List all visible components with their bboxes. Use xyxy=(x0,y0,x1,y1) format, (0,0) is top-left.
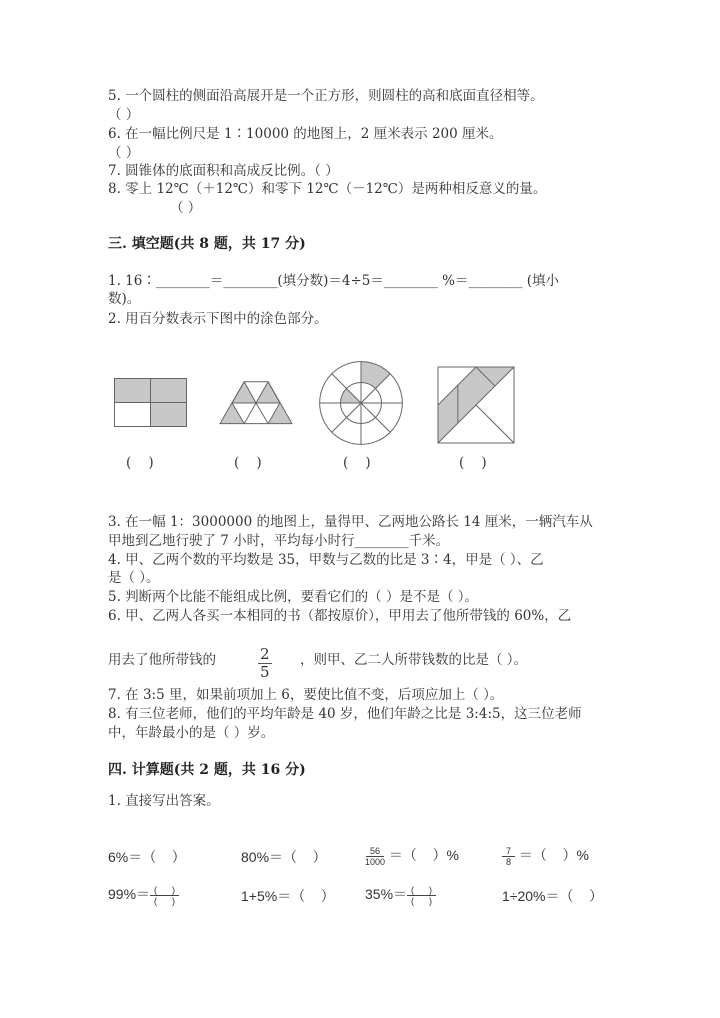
calc-item: 6%＝（ ） xyxy=(108,849,186,865)
circle-sectors-figure xyxy=(319,361,403,445)
fraction-numerator: 2 xyxy=(260,645,270,663)
fraction-denominator: 8 xyxy=(506,857,512,867)
calc-q1: 1. 直接写出答案。 xyxy=(108,793,220,809)
figure2-answer-blank: ( ) xyxy=(234,455,262,471)
fraction-numerator: ( ) xyxy=(150,885,179,896)
fraction-denominator: 5 xyxy=(260,663,270,681)
fill-q8-line2: 中，年龄最小的是（ ）岁。 xyxy=(108,725,275,741)
judgement-q5-blank: （ ） xyxy=(108,107,140,123)
fill-q3-line1: 3. 在一幅 1：3000000 的地图上，量得甲、乙两地公路长 14 厘米，一辆汽车从 xyxy=(108,514,593,530)
fraction xyxy=(365,846,385,867)
section4-heading: 四. 计算题(共 2 题，共 16 分) xyxy=(108,762,306,778)
fill-q1-line2: 数)。 xyxy=(108,291,141,307)
fraction-blank xyxy=(407,885,436,906)
fraction xyxy=(502,846,515,867)
calc-item xyxy=(365,885,436,906)
calc-item xyxy=(502,846,589,867)
fraction-numerator: ( ) xyxy=(407,885,436,896)
calc-item xyxy=(108,885,179,906)
figure3-answer-blank: ( ) xyxy=(343,455,371,471)
fill-q6-line2b: ，则甲、乙二人所带钱数的比是（ ）。 xyxy=(300,652,528,668)
calc-item: 1÷20%＝（ ） xyxy=(502,888,604,904)
judgement-q6: 6. 在一幅比例尺是 1∶10000 的地图上，2 厘米表示 200 厘米。 xyxy=(108,126,503,142)
calc-item xyxy=(365,846,459,867)
fill-q5: 5. 判断两个比能不能组成比例，要看它们的（ ）是不是（ ）。 xyxy=(108,589,479,605)
fraction-numerator: 7 xyxy=(502,846,515,857)
fill-q2: 2. 用百分数表示下图中的涂色部分。 xyxy=(108,311,328,327)
calc-rest: ＝（ ）% xyxy=(515,847,589,864)
fill-q3-line2: 甲地到乙地行驶了 7 小时，平均每小时行________千米。 xyxy=(108,533,450,549)
calc-item: 1+5%＝（ ） xyxy=(241,888,335,904)
calc-rest: ＝（ ）% xyxy=(385,847,459,864)
judgement-q5: 5. 一个圆柱的侧面沿高展开是一个正方形，则圆柱的高和底面直径相等。 xyxy=(108,88,544,104)
trapezoid-triangles-figure xyxy=(219,381,293,425)
fraction-denominator: ( ) xyxy=(411,896,433,906)
fill-q6-line1: 6. 甲、乙两人各买一本相同的书（都按原价），甲用去了他所带钱的 60%，乙 xyxy=(108,608,572,624)
fill-q6-line2a: 用去了他所带钱的 xyxy=(108,652,216,668)
figure1-answer-blank: ( ) xyxy=(126,455,154,471)
judgement-q7: 7. 圆锥体的底面积和高成反比例。（ ） xyxy=(108,163,339,179)
fill-q8-line1: 8. 有三位老师，他们的平均年龄是 40 岁，他们年龄之比是 3:4:5，这三位老师 xyxy=(108,706,582,722)
fraction-denominator: ( ) xyxy=(154,896,176,906)
calc-lhs: 99%＝ xyxy=(108,886,151,903)
judgement-q8: 8. 零上 12℃（＋12℃）和零下 12℃（－12℃）是两种相反意义的量。 xyxy=(108,181,547,197)
fraction-blank xyxy=(150,885,179,906)
judgement-q8-blank: （ ） xyxy=(170,200,202,216)
fill-q4-line2: 是（ ）。 xyxy=(108,570,160,586)
tangram-square-figure xyxy=(437,366,515,444)
calc-lhs: 35%＝ xyxy=(365,886,408,903)
calc-item: 80%＝（ ） xyxy=(241,849,327,865)
section3-heading: 三. 填空题(共 8 题，共 17 分) xyxy=(108,236,306,252)
fraction-two-fifths xyxy=(258,646,272,681)
fraction-denominator: 1000 xyxy=(365,857,386,867)
judgement-q6-blank: （ ） xyxy=(108,145,140,161)
fill-q1-line1: 1. 16∶________＝________(填分数)＝4÷5＝________ %＝________ (填小 xyxy=(108,273,560,289)
figure4-answer-blank: ( ) xyxy=(459,455,487,471)
fill-q7: 7. 在 3:5 里，如果前项加上 6，要使比值不变，后项应加上（ ）。 xyxy=(108,687,504,703)
fraction-numerator: 56 xyxy=(366,846,384,857)
rectangle-figure xyxy=(114,378,187,427)
fill-q4-line1: 4. 甲、乙两个数的平均数是 35，甲数与乙数的比是 3∶4，甲是（ ）、乙 xyxy=(108,552,544,568)
